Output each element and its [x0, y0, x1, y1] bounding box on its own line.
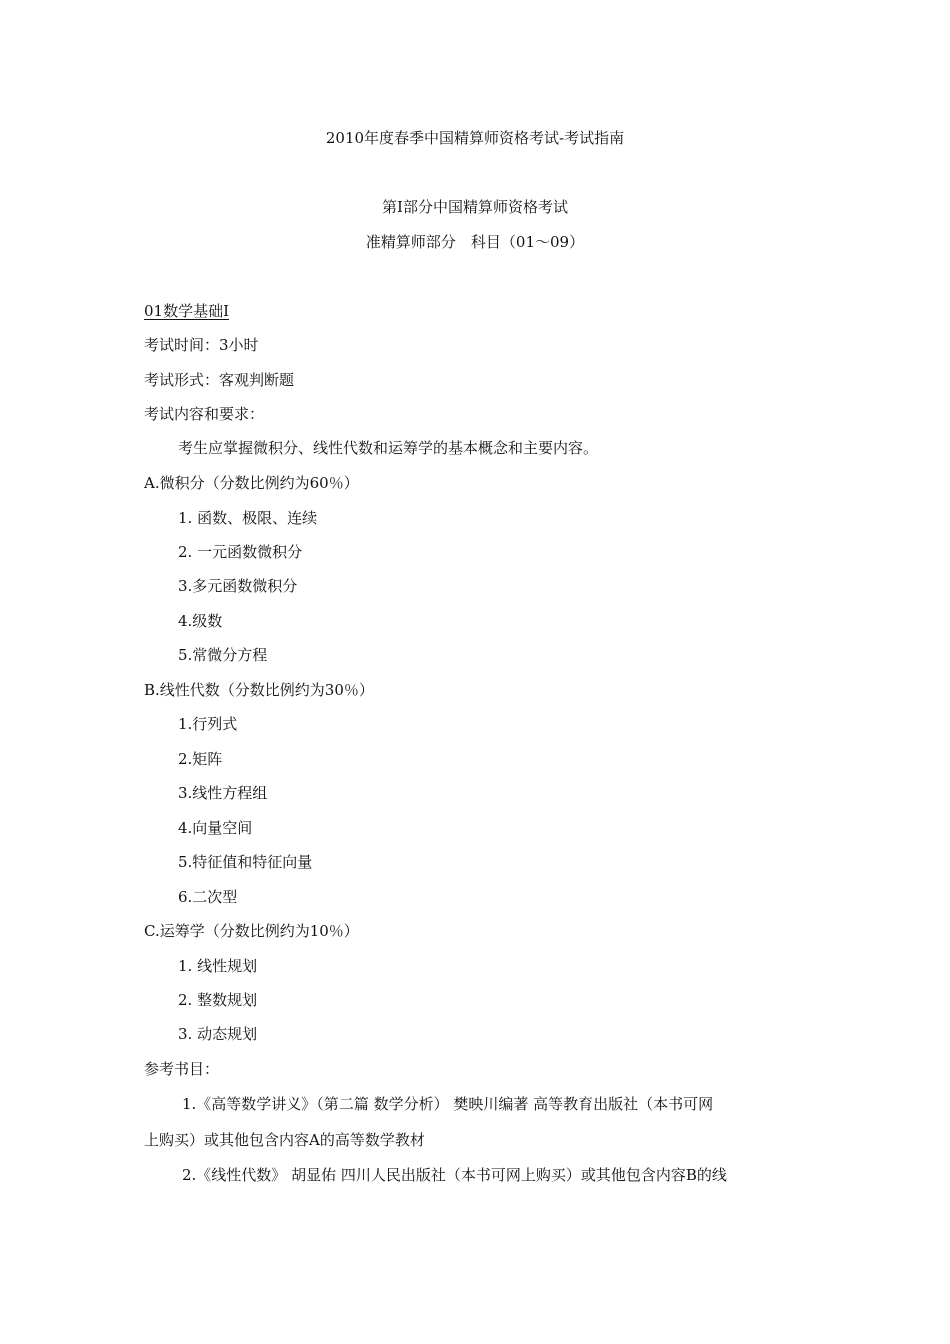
- document-title: 2010年度春季中国精算师资格考试-考试指南: [325, 129, 625, 147]
- exam-time: 考试时间：3小时: [144, 336, 259, 354]
- subject-title: 01数学基础Ⅰ: [144, 302, 230, 320]
- list-item: 2. 一元函数微积分: [178, 543, 303, 561]
- reference-2-line-1: 2.《线性代数》 胡显佑 四川人民出版社（本书可网上购买）或其他包含内容B的线: [182, 1166, 727, 1184]
- list-item: 2.矩阵: [178, 750, 223, 768]
- exam-intro: 考生应掌握微积分、线性代数和运筹学的基本概念和主要内容。: [178, 439, 599, 457]
- section-heading-operations-research: C.运筹学（分数比例约为10％）: [144, 922, 359, 940]
- list-item: 3. 动态规划: [178, 1025, 258, 1043]
- list-item: 4.级数: [178, 612, 223, 630]
- list-item: 5.常微分方程: [178, 646, 268, 664]
- references-label: 参考书目：: [144, 1060, 220, 1078]
- list-item: 6.二次型: [178, 888, 238, 906]
- part-title: 第Ⅰ部分中国精算师资格考试: [382, 198, 568, 216]
- list-item: 4.向量空间: [178, 819, 253, 837]
- list-item: 1.行列式: [178, 715, 238, 733]
- list-item: 1. 线性规划: [178, 957, 258, 975]
- list-item: 5.特征值和特征向量: [178, 853, 313, 871]
- reference-1-line-1: 1.《高等数学讲义》（第二篇 数学分析） 樊映川编著 高等教育出版社（本书可网: [182, 1095, 714, 1113]
- list-item: 2. 整数规划: [178, 991, 258, 1009]
- reference-1-line-2: 上购买）或其他包含内容A的高等数学教材: [144, 1131, 425, 1149]
- list-item: 1. 函数、极限、连续: [178, 509, 318, 527]
- section-heading-calculus: A.微积分（分数比例约为60％）: [144, 474, 359, 492]
- exam-format: 考试形式：客观判断题: [144, 371, 295, 389]
- exam-content-label: 考试内容和要求：: [144, 405, 265, 423]
- section-heading-linear-algebra: B.线性代数（分数比例约为30％）: [144, 681, 374, 699]
- part-subtitle: 准精算师部分 科目（01～09）: [365, 233, 585, 251]
- list-item: 3.多元函数微积分: [178, 577, 298, 595]
- list-item: 3.线性方程组: [178, 784, 268, 802]
